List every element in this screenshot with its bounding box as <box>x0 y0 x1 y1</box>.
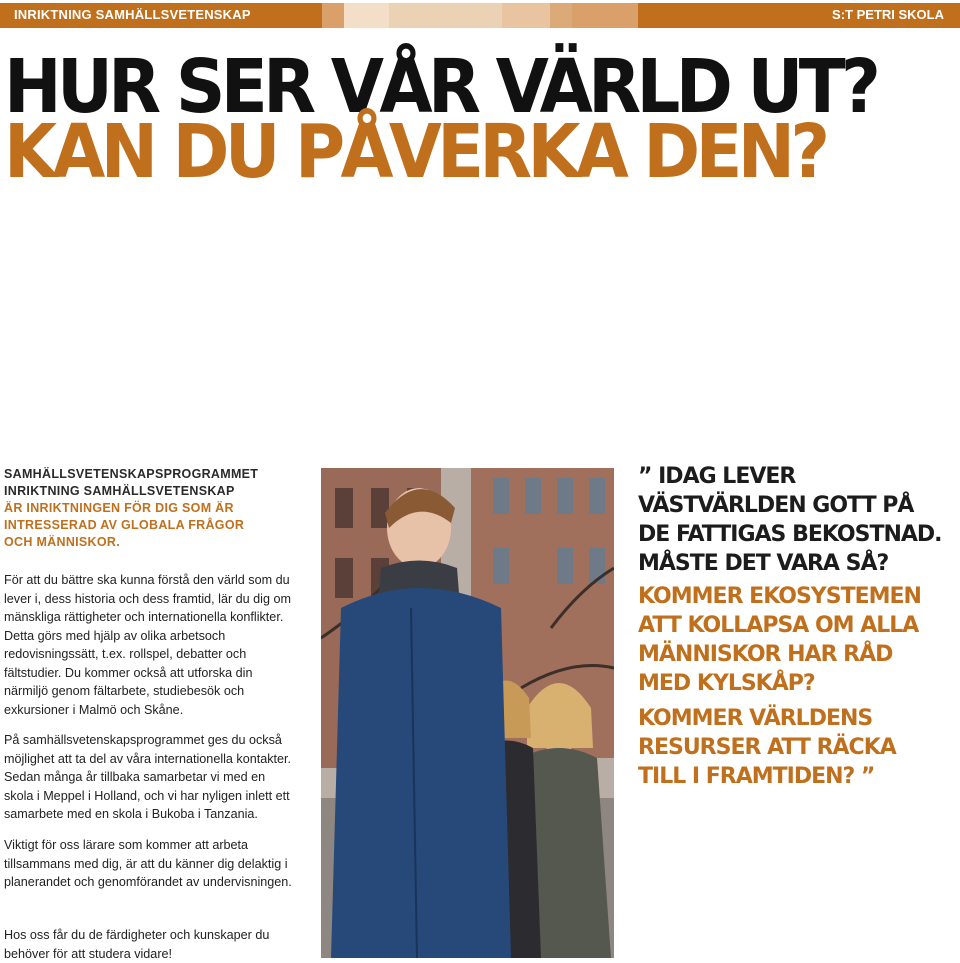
header-bar-segment <box>344 3 389 28</box>
body-paragraph-4: Hos oss får du de färdigheter och kunskaper du behöver för att studera vidare! <box>4 928 270 961</box>
header-bar-segment <box>389 3 502 28</box>
header-bar-segment <box>572 3 638 28</box>
header-bar-segment <box>502 3 550 28</box>
header-bar-segment <box>550 3 572 28</box>
body-paragraph-3: Viktigt för oss lärare som kommer att arbeta tillsammans med dig, är att du känner dig delaktig i planerandet och genomförandet av undervisningen. <box>4 838 292 889</box>
students-photo <box>321 468 614 958</box>
quote-line-1: ” IDAG LEVER VÄSTVÄRLDEN GOTT PÅ DE FATTIGAS BEKOSTNAD. MÅSTE DET VARA SÅ? <box>638 464 942 576</box>
pull-quote <box>638 462 948 797</box>
quote-line-3: KOMMER VÄRLDENS RESURSER ATT RÄCKA TILL I FRAMTIDEN? ” <box>638 706 896 789</box>
body-paragraph-1: För att du bättre ska kunna förstå den värld som du lever i, dess historia och dess framtid, lär du dig om mänskliga rättigheter och internationella konflikter. Detta görs med hjälp av olika arbetsoch redovisningssätt, t.ex. rollspel, debatter och fältstudier. Du kommer också att utforska din närmiljö genom fältarbete, studiebesök och exkursioner i Malmö och Skåne. <box>4 573 291 717</box>
school-name: S:T PETRI SKOLA <box>832 7 944 22</box>
body-paragraph-2: På samhällsvetenskapsprogrammet ges du också möjlighet att ta del av våra internationella kontakter. Sedan många år tillbaka samarbetar vi med en skola i Meppel i Holland, och vi har nyligen inlett ett samarbete med en skola i Bukoba i Tanzania. <box>4 733 292 821</box>
intro-description: ÄR INRIKTNINGEN FÖR DIG SOM ÄR INTRESSERAD AV GLOBALA FRÅGOR OCH MÄNNISKOR. <box>4 501 245 549</box>
program-label: INRIKTNING SAMHÄLLSVETENSKAP <box>14 7 251 22</box>
quote-line-2: KOMMER EKOSYSTEMEN ATT KOLLAPSA OM ALLA MÄNNISKOR HAR RÅD MED KYLSKÅP? <box>638 584 921 696</box>
intro-specialization: INRIKTNING SAMHÄLLSVETENSKAP <box>4 484 235 498</box>
header-bar-segment <box>322 3 344 28</box>
intro-block <box>4 466 274 551</box>
headline-line-2: KAN DU PÅVERKA DEN? <box>4 109 826 195</box>
intro-program: SAMHÄLLSVETENSKAPSPROGRAMMET <box>4 467 259 481</box>
header-bar <box>0 3 960 28</box>
headline-line-1: HUR SER VÅR VÄRLD UT? <box>4 44 877 130</box>
